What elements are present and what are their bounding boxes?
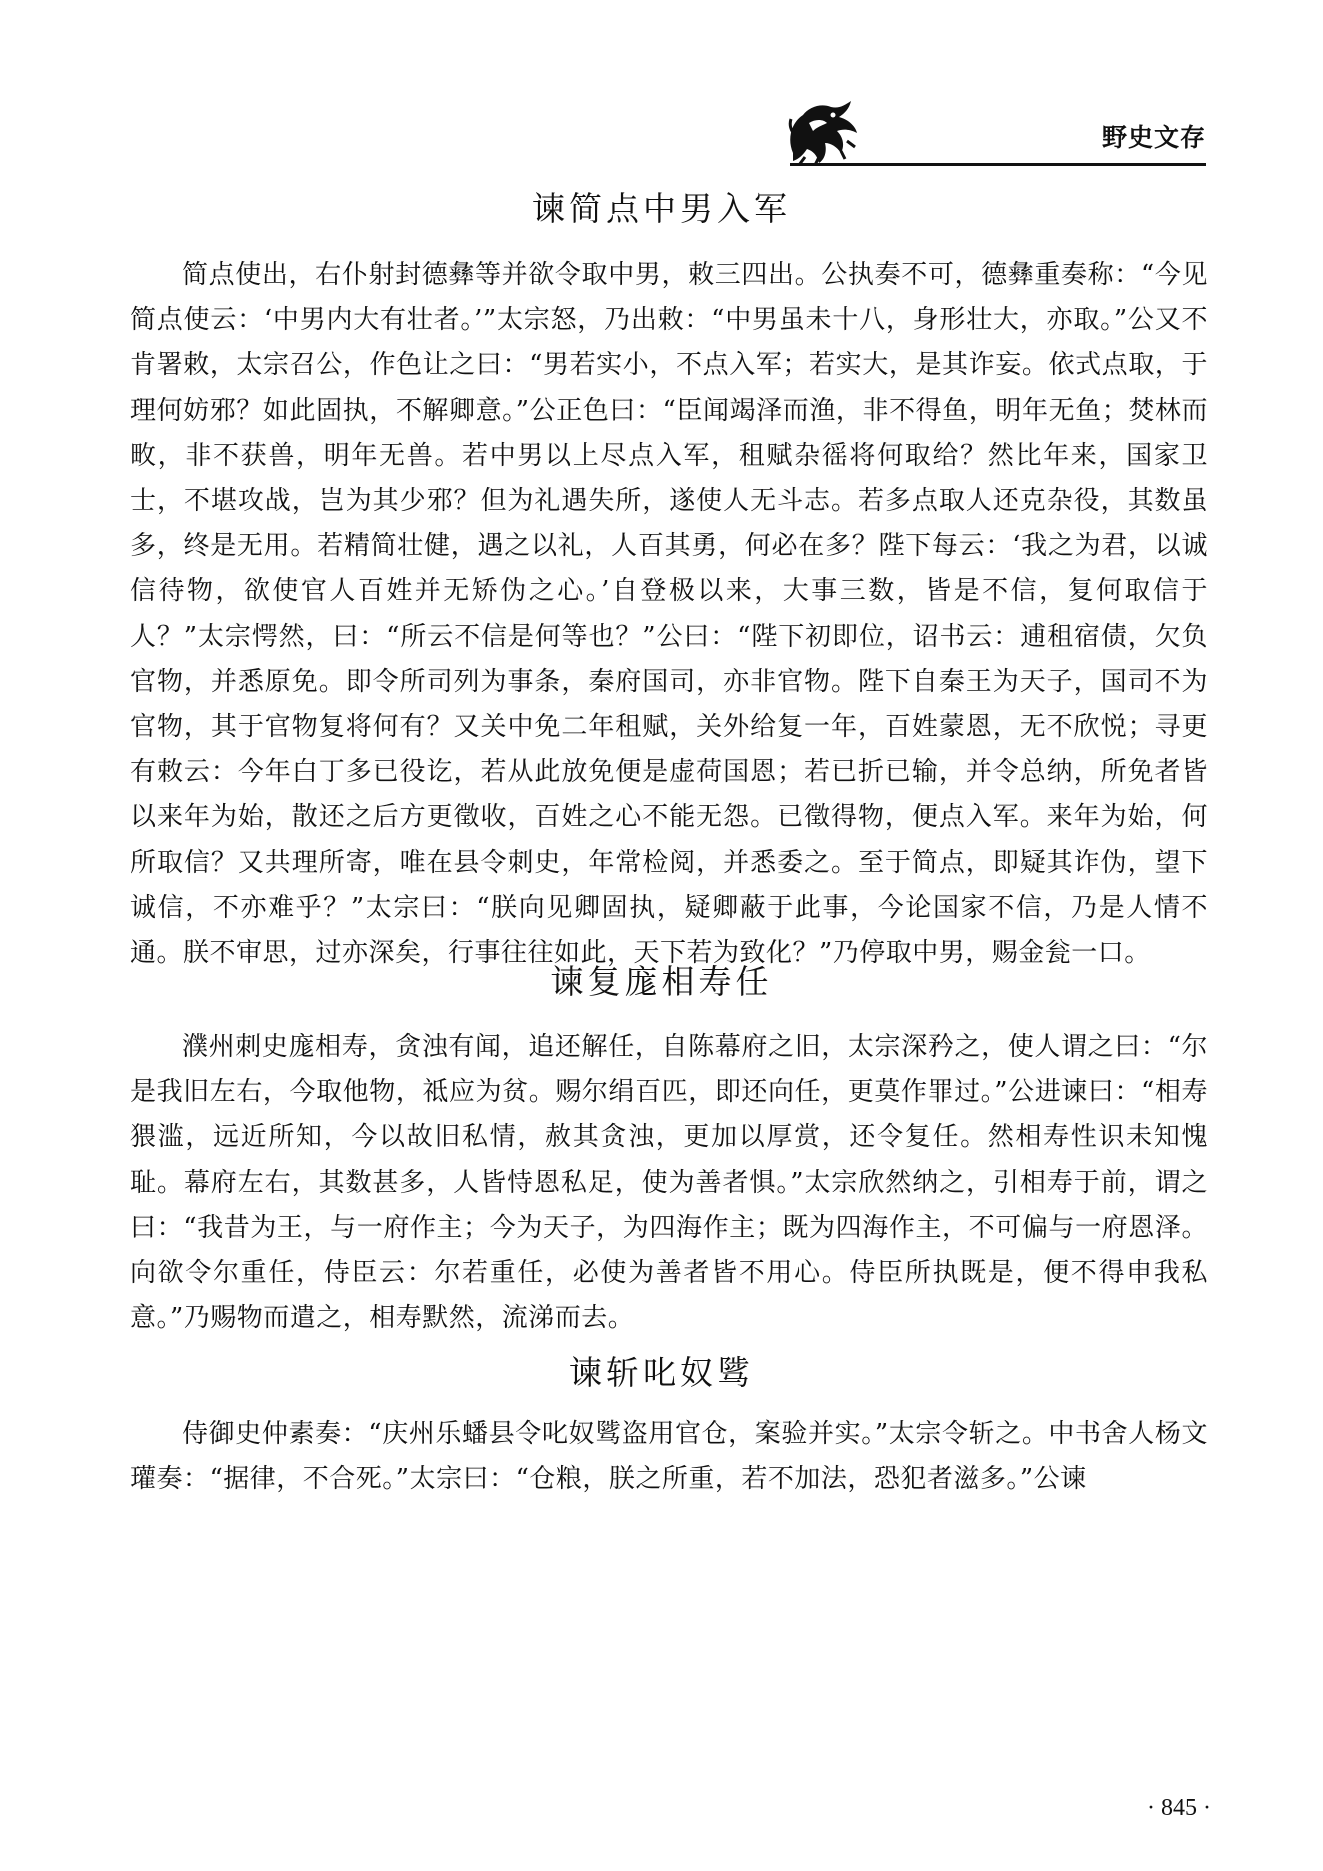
- header-rule: [790, 163, 1206, 166]
- page-number: · 845 ·: [1147, 1795, 1211, 1821]
- section-title: 谏简点中男入军: [532, 189, 791, 228]
- section-title: 谏复庬相寿任: [550, 962, 773, 1001]
- section-body: 简点使出，右仆射封德彝等并欲令取中男，敕三四出。公执奏不可，德彝重奏称：“今见简点使云：‘中男内大有壮者。’”太宗怒，乃出敕：“中男虽未十八，身形壮大，亦取。”公又不肯署敕，太宗召公，作色让之曰：“男若实小，不点入军；若实大，是其诈妄。依式点取，于理何妨邪？如此固执，不解卿意。”公正色曰：“臣闻竭泽而渔，非不得鱼，明年无鱼；焚林而畋，非不获兽，明年无兽。若中男以上尽点入军，租赋杂徭将何取给？然比年来，国家卫士，不堪攻战，岂为其少邪？但为礼遇失所，遂使人无斗志。若多点取人还克杂役，其数虽多，终是无用。若精简壮健，遇之以礼，人百其勇，何必在多？陛下每云：‘我之为君，以诚信待物，欲使官人百姓并无矫伪之心。’自登极以来，大事三数，皆是不信，复何取信于人？”太宗愕然，曰：“所云不信是何等也？”公曰：“陛下初即位，诏书云：逋租宿债，欠负官物，并悉原免。即令所司列为事条，秦府国司，亦非官物。陛下自秦王为天子，国司不为官物，其于官物复将何有？又关中免二年租赋，关外给复一年，百姓蒙恩，无不欣悦；寻更有敕云：今年白丁多已役讫，若从此放免便是虚荷国恩；若已折已输，并令总纳，所免者皆以来年为始，散还之后方更徵收，百姓之心不能无怨。已徵得物，便点入军。来年为始，何所取信？又共理所寄，唯在县令刺史，年常检阅，并悉委之。至于简点，即疑其诈伪，望下诚信，不亦难乎？”太宗曰：“朕向见卿固执，疑卿蔽于此事，今论国家不信，乃是人情不通。朕不审思，过亦深矣，行事往往如此，天下若为致化？”乃停取中男，赐金瓮一口。: [130, 260, 1208, 969]
- section-title: 谏斩叱奴骘: [569, 1353, 754, 1392]
- section-body: 濮州刺史庬相寿，贪浊有闻，追还解任，自陈幕府之旧，太宗深矜之，使人谓之曰：“尔是我旧左右，今取他物，祗应为贫。赐尔绢百匹，即还向任，更莫作罪过。”公进谏曰：“相寿猥滥，远近所知，今以故旧私情，赦其贪浊，更加以厚赏，还令复任。然相寿性识未知愧耻。幕府左右，其数甚多，人皆恃恩私足，使为善者惧。”太宗欣然纳之，引相寿于前，谓之曰：“我昔为王，与一府作主；今为天子，为四海作主；既为四海作主，不可偏与一府恩泽。向欲令尔重任，侍臣云：尔若重任，必使为善者皆不用心。侍臣所执既是，便不得申我私意。”乃赐物而遣之，相寿默然，流涕而去。: [130, 1032, 1208, 1334]
- section-body: 侍御史仲素奏：“庆州乐蟠县令叱奴骘盗用官仓，案验并实。”太宗令斩之。中书舍人杨文瓘奏：“据律，不合死。”太宗曰：“仓粮，朕之所重，若不加法，恐犯者滋多。”公谏: [130, 1419, 1208, 1495]
- header-title: 野史文存: [1101, 123, 1206, 152]
- dragon-emblem-icon: [785, 95, 860, 167]
